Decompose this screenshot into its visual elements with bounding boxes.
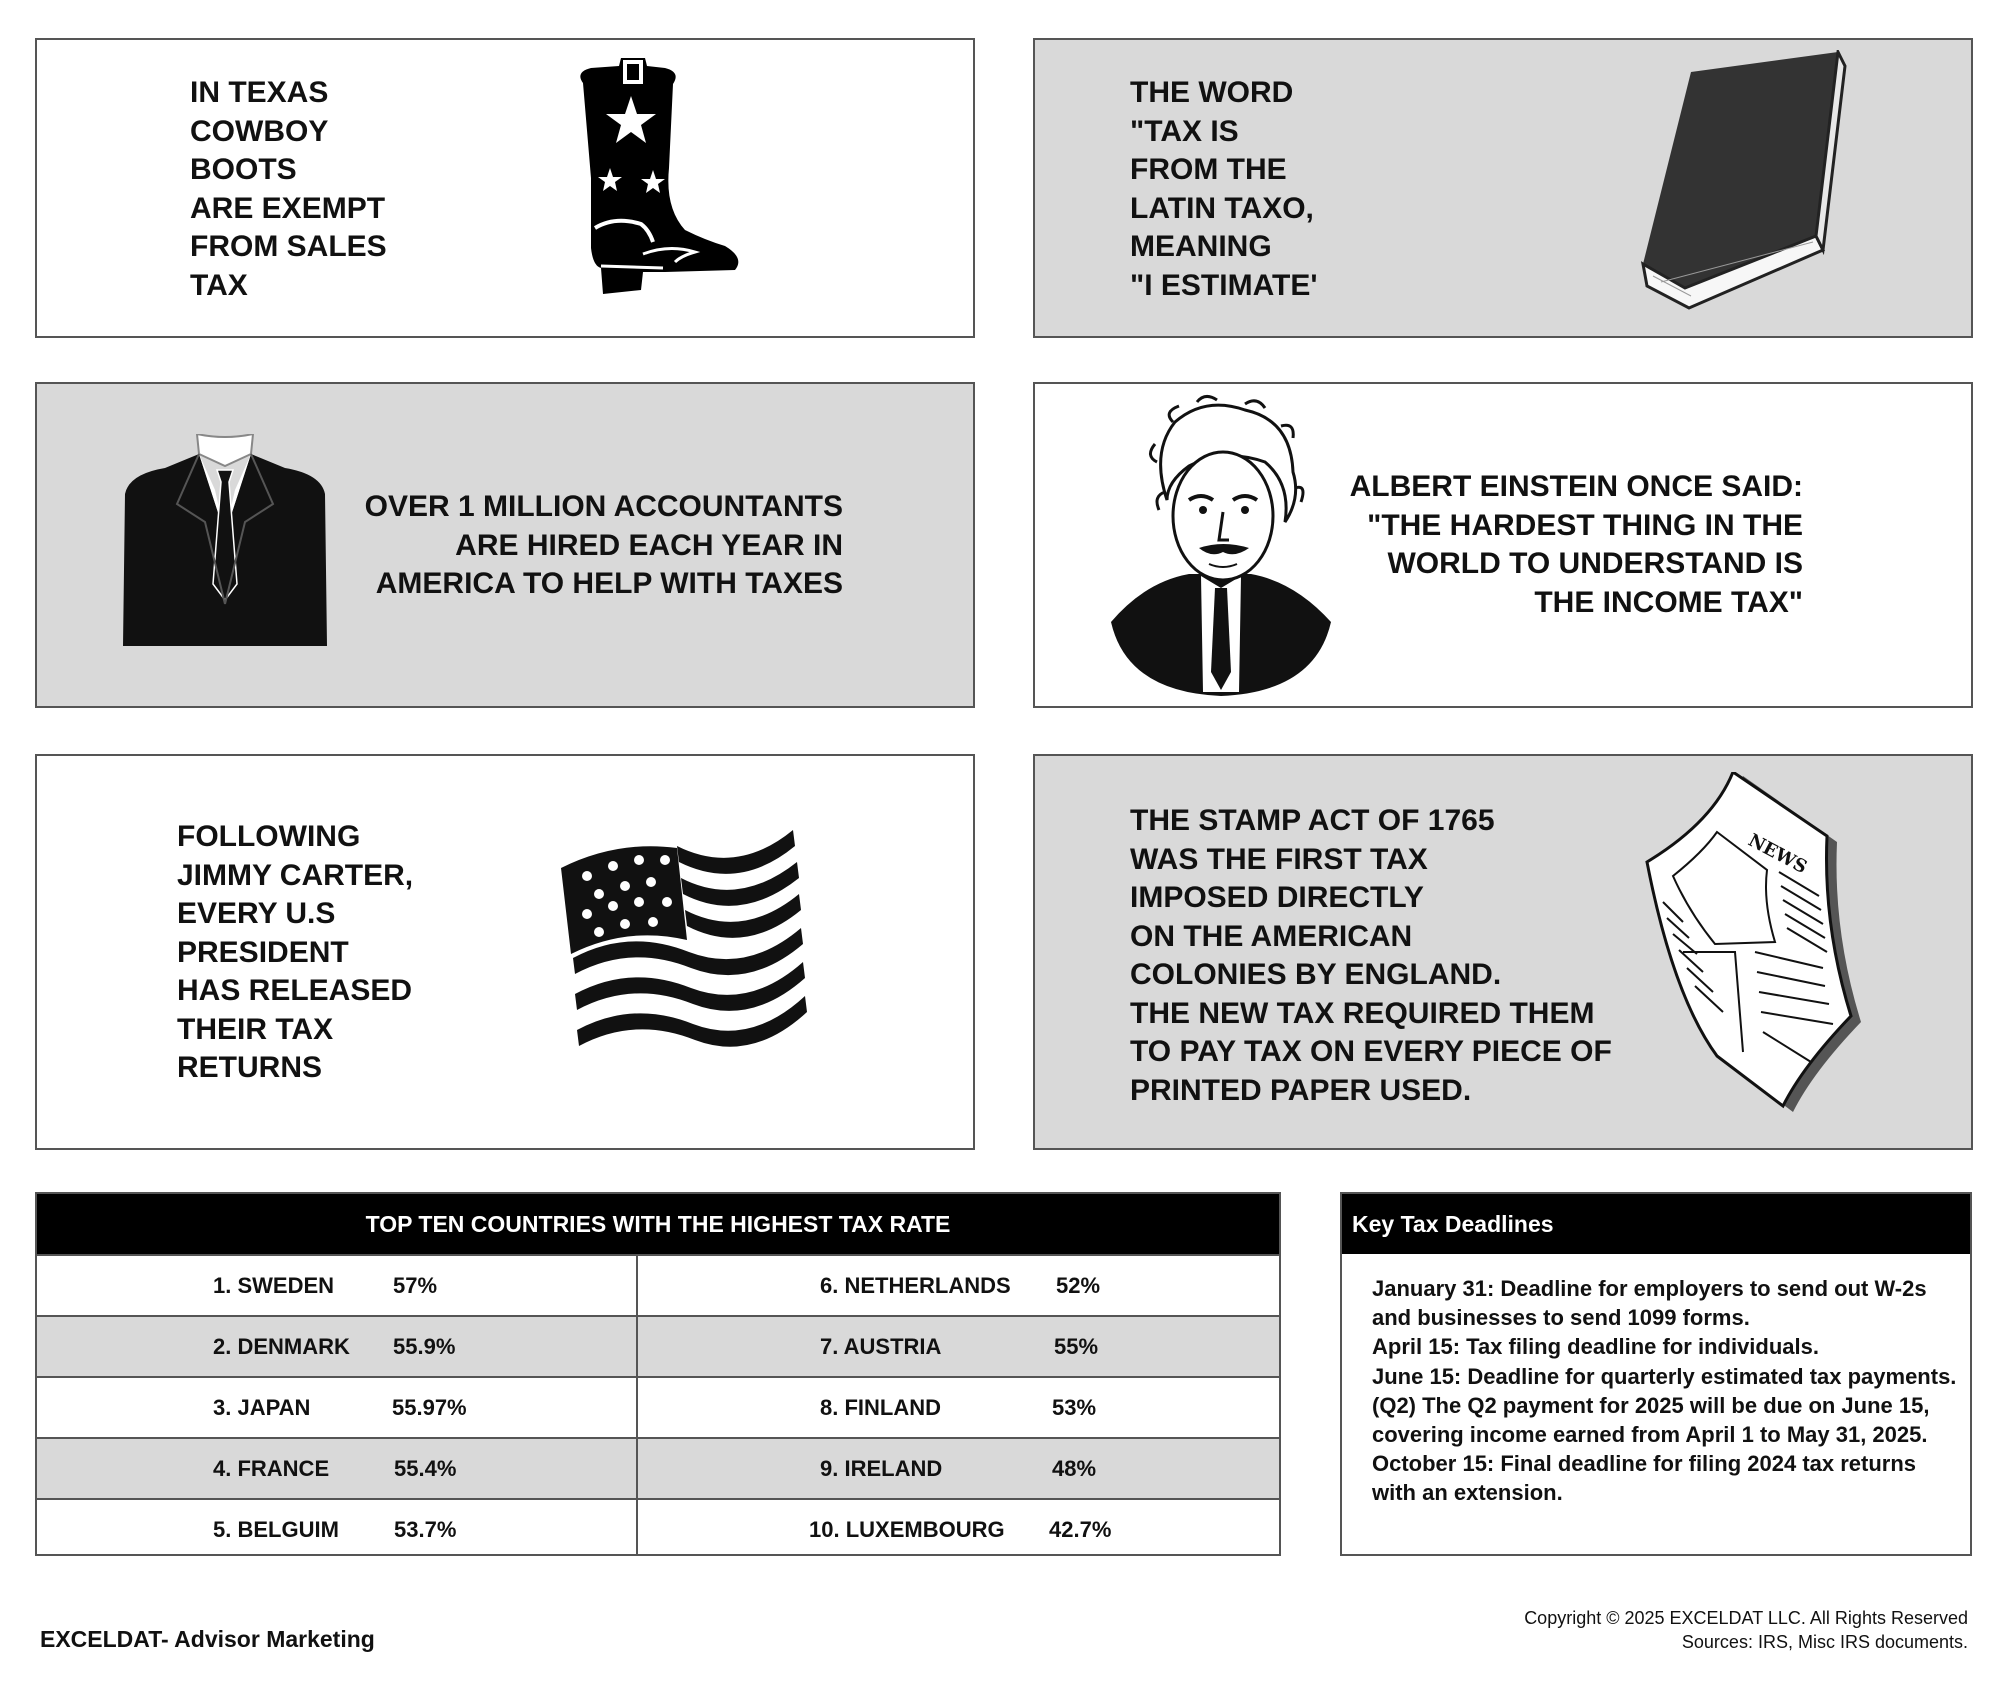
table-row (37, 1376, 1279, 1437)
fact-card-stamp-act (1033, 754, 1973, 1150)
newspaper-masthead: NEWS (1744, 829, 1811, 879)
fact-card-accountants (35, 382, 975, 708)
einstein-portrait (1105, 392, 1335, 702)
country-name: 2. DENMARK (213, 1334, 350, 1359)
fact-text-accountants: OVER 1 MILLION ACCOUNTANTS ARE HIRED EACH YEAR IN AMERICA TO HELP WITH TAXES (364, 490, 843, 600)
sources-text: Sources: IRS, Misc IRS documents. (1681, 1632, 1968, 1652)
country-name: 6. NETHERLANDS (820, 1273, 1011, 1298)
country-name: 5. BELGUIM (213, 1517, 339, 1542)
fact-text-tax-origin: THE WORD "TAX IS FROM THE LATIN TAXO, MEANING "I ESTIMATE' (1130, 76, 1318, 302)
fact-text-stamp-act: THE STAMP ACT OF 1765 WAS THE FIRST TAX IMPOSED DIRECTLY ON THE AMERICAN COLONIES BY ENGLAND. THE NEW TAX REQUIRED THEM TO PAY TAX ON EVERY PIECE OF PRINTED PAPER USED. (1130, 804, 1612, 1107)
country-name: 9. IRELAND (820, 1456, 943, 1481)
fact-text-einstein: ALBERT EINSTEIN ONCE SAID: "THE HARDEST THING IN THE WORLD TO UNDERSTAND IS THE INCOME TAX" (1349, 470, 1803, 619)
deadline-item: January 31: Deadline for employers to send out W-2s and businesses to send 1099 forms. (1372, 1276, 1927, 1331)
footer-credits (1524, 1606, 1968, 1654)
deadline-item: June 15: Deadline for quarterly estimated tax payments. (Q2) The Q2 payment for 2025 will be due on June 15, covering income earned from April 1 to May 31, 2025. (1372, 1363, 1957, 1448)
fact-card-einstein (1033, 382, 1973, 708)
tax-rate: 42.7% (1049, 1517, 1112, 1542)
tax-rate: 53% (1052, 1395, 1097, 1420)
tax-rate-table (35, 1192, 1281, 1556)
country-name: 7. AUSTRIA (820, 1334, 942, 1359)
deadline-item: October 15: Final deadline for filing 2024 tax returns with an extension. (1372, 1451, 1917, 1506)
us-flag-icon (557, 818, 807, 1078)
book-icon (1613, 50, 1853, 325)
table-row (37, 1254, 1279, 1315)
newspaper-icon (1643, 772, 1863, 1112)
tax-rate: 53.7% (394, 1517, 457, 1542)
deadlines-title: Key Tax Deadlines (1342, 1194, 1970, 1254)
table-row (37, 1315, 1279, 1376)
fact-text-cowboy-boots: IN TEXAS COWBOY BOOTS ARE EXEMPT FROM SALES TAX (190, 76, 387, 302)
tax-rate: 55.4% (394, 1456, 457, 1481)
table-row (37, 1498, 1279, 1556)
country-name: 8. FINLAND (820, 1395, 941, 1420)
fact-card-presidents (35, 754, 975, 1150)
fact-card-tax-origin (1033, 38, 1973, 338)
fact-card-cowboy-boots (35, 38, 975, 338)
tax-rate: 52% (1056, 1273, 1101, 1298)
country-name: 1. SWEDEN (213, 1273, 335, 1298)
tax-rate: 55.97% (392, 1395, 467, 1420)
tax-rate: 55% (1054, 1334, 1099, 1359)
country-name: 4. FRANCE (213, 1456, 330, 1481)
fact-text-presidents: FOLLOWING JIMMY CARTER, EVERY U.S PRESIDENT HAS RELEASED THEIR TAX RETURNS (177, 820, 414, 1084)
tax-rate-table-title: TOP TEN COUNTRIES WITH THE HIGHEST TAX RATE (37, 1194, 1279, 1254)
tax-rate: 48% (1052, 1456, 1097, 1481)
footer-brand: EXCELDAT- Advisor Marketing (40, 1626, 375, 1652)
cowboy-boot-icon (545, 58, 745, 313)
table-row (37, 1437, 1279, 1498)
table-column-divider (636, 1254, 638, 1554)
suit-icon (115, 434, 335, 649)
copyright-text: Copyright © 2025 EXCELDAT LLC. All Rights Reserved (1524, 1608, 1968, 1628)
deadline-item: April 15: Tax filing deadline for individuals. (1372, 1334, 1819, 1360)
tax-rate: 55.9% (393, 1334, 456, 1359)
country-name: 10. LUXEMBOURG (809, 1517, 1005, 1542)
country-name: 3. JAPAN (213, 1395, 311, 1420)
deadlines-list (1372, 1274, 1957, 1508)
key-tax-deadlines-panel (1340, 1192, 1972, 1556)
tax-rate: 57% (393, 1273, 438, 1298)
